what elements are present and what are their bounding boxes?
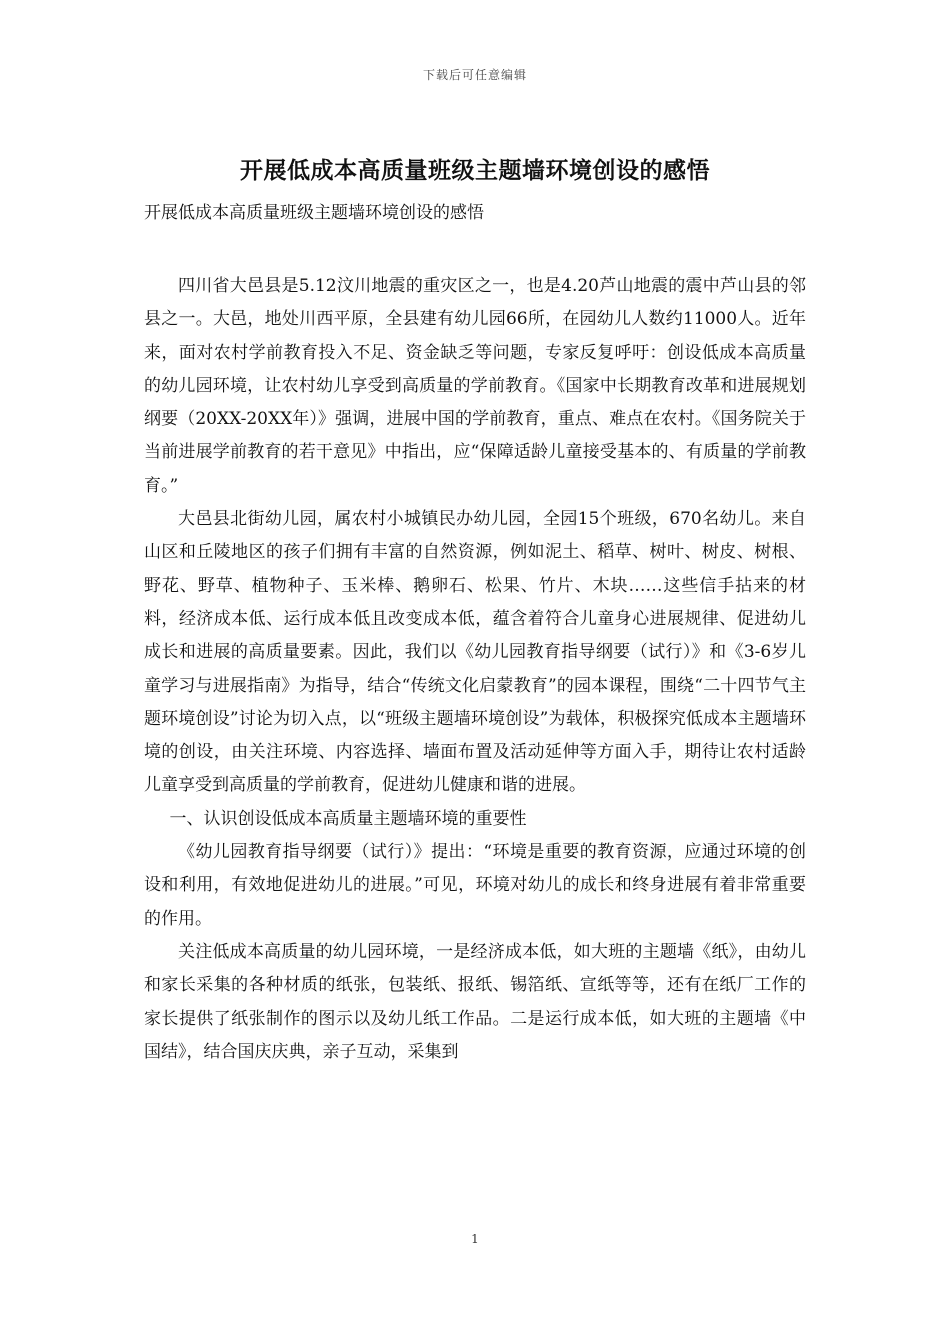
paragraph-intro: 四川省大邑县是5.12汶川地震的重灾区之一，也是4.20芦山地震的震中芦山县的邻县之一。大邑，地处川西平原，全县建有幼儿园66所，在园幼儿人数约11000人。近年来，面对农村学前教育投入不足、资金缺乏等问题，专家反复呼吁：创设低成本高质量的幼儿园环境，让农村幼儿享受到高质量的学前教育。《国家中长期教育改革和进展规划纲要（20XX-20XX年）》强调，进展中国的学前教育，重点、难点在农村。《国务院关于当前进展学前教育的若干意见》中指出，应“保障适龄儿童接受基本的、有质量的学前教育。” (144, 276, 806, 496)
paragraph-guideline: 《幼儿园教育指导纲要（试行）》提出：“环境是重要的教育资源，应通过环境的创设和利用，有效地促进幼儿的进展。”可见，环境对幼儿的成长和终身进展有着非常重要的作用。 (144, 842, 806, 929)
section-heading-1: 一、认识创设低成本高质量主题墙环境的重要性 (169, 808, 527, 829)
paragraph-kindergarten: 大邑县北街幼儿园，属农村小城镇民办幼儿园，全园15个班级，670名幼儿。来自山区和丘陵地区的孩子们拥有丰富的自然资源，例如泥土、稻草、树叶、树皮、树根、野花、野草、植物种子、玉米棒、鹅卵石、松果、竹片、木块……这些信手拈来的材料，经济成本低、运行成本低且改变成本低，蕴含着符合儿童身心进展规律、促进幼儿成长和进展的高质量要素。因此，我们以《幼儿园教育指导纲要（试行）》和《3-6岁儿童学习与进展指南》为指导，结合“传统文化启蒙教育”的园本课程，围绕“二十四节气主题环境创设”讨论为切入点，以“班级主题墙环境创设”为载体，积极探究低成本主题墙环境的创设，由关注环境、内容选择、墙面布置及活动延伸等方面入手，期待让农村适龄儿童享受到高质量的学前教育，促进幼儿健康和谐的进展。 (144, 509, 806, 796)
document-body (144, 270, 806, 1069)
page-number: 1 (471, 1232, 479, 1246)
paragraph-low-cost: 关注低成本高质量的幼儿园环境，一是经济成本低，如大班的主题墙《纸》，由幼儿和家长采集的各种材质的纸张，包装纸、报纸、锡箔纸、宣纸等等，还有在纸厂工作的家长提供了纸张制作的图示以及幼儿纸工作品。二是运行成本低，如大班的主题墙《中国结》，结合国庆庆典，亲子互动，采集到 (144, 941, 806, 1062)
document-title: 开展低成本高质量班级主题墙环境创设的感悟 (240, 157, 710, 184)
document-subtitle: 开展低成本高质量班级主题墙环境创设的感悟 (144, 203, 484, 223)
header-note: 下载后可任意编辑 (422, 68, 527, 82)
